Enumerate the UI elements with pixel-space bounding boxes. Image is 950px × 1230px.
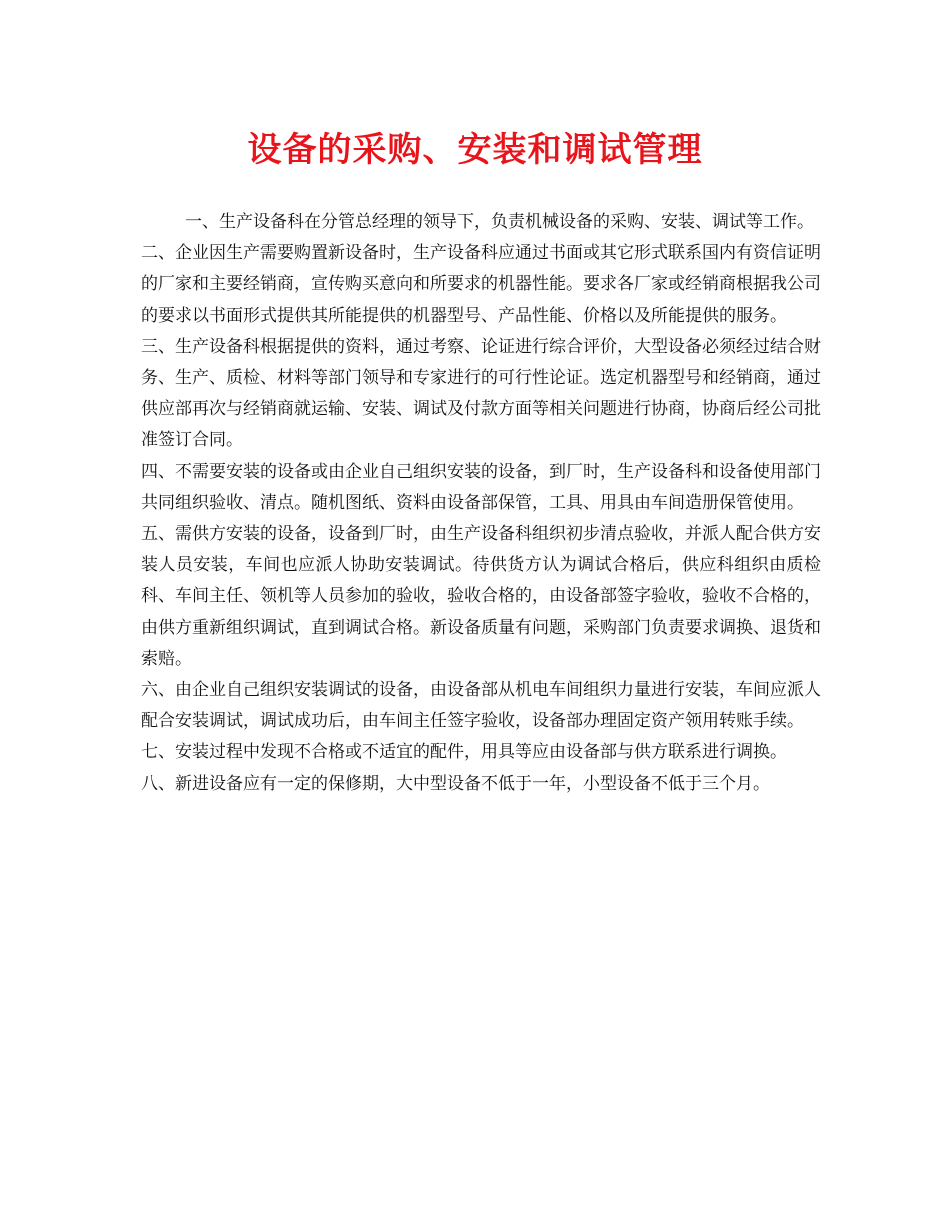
paragraph-1: 一、生产设备科在分管总经理的领导下，负责机械设备的采购、安装、调试等工作。: [185, 212, 814, 232]
paragraph-3: 三、生产设备科根据提供的资料，通过考察、论证进行综合评价，大型设备必须经过结合财务、生产、质检、材料等部门领导和专家进行的可行性论证。选定机器型号和经销商，通过供应部再次与经销商就运输、安装、调试及付款方面等相关问题进行协商，协商后经公司批准签订合同。: [141, 336, 821, 451]
paragraph-6: 六、由企业自己组织安装调试的设备，由设备部从机电车间组织力量进行安装，车间应派人配合安装调试，调试成功后，由车间主任签字验收，设备部办理固定资产领用转账手续。: [141, 680, 821, 732]
document-body: [141, 207, 821, 800]
document-title: 设备的采购、安装和调试管理: [247, 130, 703, 170]
paragraph-2: 二、企业因生产需要购置新设备时，生产设备科应通过书面或其它形式联系国内有资信证明的厂家和主要经销商，宣传购买意向和所要求的机器性能。要求各厂家或经销商根据我公司的要求以书面形式提供其所能提供的机器型号、产品性能、价格以及所能提供的服务。: [141, 243, 821, 326]
paragraph-7: 七、安装过程中发现不合格或不适宜的配件，用具等应由设备部与供方联系进行调换。: [141, 742, 787, 763]
paragraph-8: 八、新进设备应有一定的保修期，大中型设备不低于一年，小型设备不低于三个月。: [141, 773, 770, 794]
paragraph-4: 四、不需要安装的设备或由企业自己组织安装的设备，到厂时，生产设备科和设备使用部门共同组织验收、清点。随机图纸、资料由设备部保管，工具、用具由车间造册保管使用。: [141, 461, 821, 513]
paragraph-5: 五、需供方安装的设备，设备到厂时，由生产设备科组织初步清点验收，并派人配合供方安装人员安装，车间也应派人协助安装调试。待供货方认为调试合格后，供应科组织由质检科、车间主任、领机等人员参加的验收，验收合格的，由设备部签字验收，验收不合格的，由供方重新组织调试，直到调试合格。新设备质量有问题，采购部门负责要求调换、退货和索赔。: [141, 524, 821, 669]
